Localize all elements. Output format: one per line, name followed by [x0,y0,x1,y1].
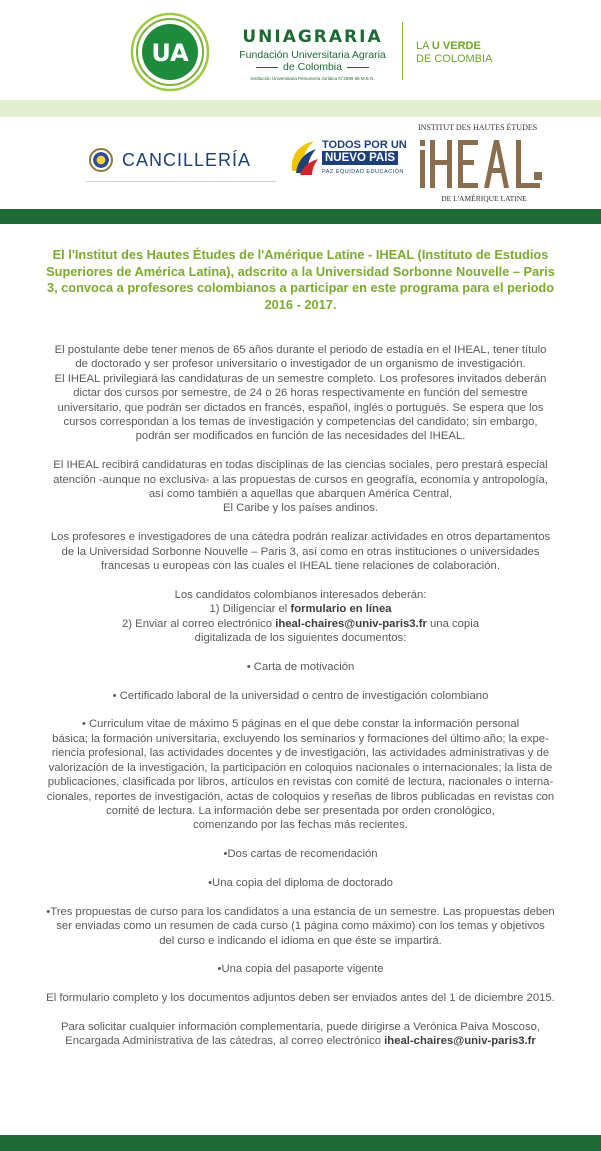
partner-logos [0,117,601,209]
form-link[interactable]: formulario en línea [290,603,392,616]
brand-block [230,27,395,81]
tpnp-line3: PAZ EQUIDAD EDUCACIÓN [322,169,404,175]
slogan [416,40,492,66]
todos-por-un-nuevo-pais-logo [288,133,407,189]
iheal-top-text: INSTITUT DES HAUTES ÉTUDES [418,123,538,132]
light-green-band [0,100,601,117]
intro-heading: El l'Institut des Hautes Études de l'Amérique Latine - IHEAL (Instituto de Estudios Superiores de América Latina), adscrito a la Universidad Sorbonne Nouvelle – Paris 3, convoca a profesores colombianos a participar en este programa para el periodo 2016 - 2017. [46,247,555,312]
instruction-step-1 [20,602,581,616]
brand-subtitle [230,49,395,73]
cancilleria-logo [86,145,276,183]
header [0,0,601,100]
tpnp-line1: TODOS POR UN [322,139,407,151]
step2-text: 2) Enviar al correo electrónico [122,617,276,630]
cancilleria-underline [86,181,276,182]
iheal-letters-icon [418,136,550,191]
doc-diploma: •Una copia del diploma de doctorado [208,876,393,889]
doc-curriculum: • Curriculum vitae de máximo 5 páginas en el que debe constar la información personal básica; la formación universitaria, excluyendo los seminarios y formaciones del último año; la expe- riencia profesional, las actividades docentes y de investigación, las actividades administrativas y de valorización de la investigación, la participación en coloquios nacionales o internacionales; la lista de publicaciones, clasificada por libros, artículos en revistas con comité de lectura, nacionales o interna- cionales, reportes de investigación, actas de coloquios y reseñas de libros publicadas en revistas con comité de lectura. La información debe ser presentada por orden cronológico, comenzando por las fechas más recientes. [46,718,555,832]
iheal-bottom-text: DE L'AMÉRIQUE LATINE [441,194,527,203]
deadline-text: El formulario completo y los documentos adjuntos deben ser enviados antes del 1 de diciembre 2015. [46,992,555,1005]
uniagraria-logo-icon [130,12,210,92]
cancilleria-text: CANCILLERÍA [122,150,252,170]
brand-legal: Institución Universitaria Personería Jurídica N°2599 86 M.E.N. [250,76,375,81]
doc-recommendation-letters: •Dos cartas de recomendación [223,848,378,861]
doc-course-proposals: •Tres propuestas de curso para los candidatos a una estancia de un semestre. Las propuestas deben ser enviadas como un resumen de cada curso (1 página como máximo) con los temas y objetivos del curso e indicando el idioma en que éste se impartirá. [46,905,555,947]
dark-green-band-top [0,209,601,224]
paragraph-disciplines: El IHEAL recibirá candidaturas en todas disciplinas de las ciencias sociales, pero prestará especial atención -aunque no exclusiva- a las propuestas de cursos en geografía, economía y antropología, así como también a aquellas que abarquen América Central, El Caribe y los países andinos. [53,459,548,515]
contact-line1: Para solicitar cualquier información complementaria, puede dirigirse a Verónica Paiva Moscoso, [60,1020,541,1033]
step2-suffix: una copia [426,617,479,630]
paragraph-requirements: El postulante debe tener menos de 65 años durante el periodo de estadía en el IHEAL, tener título de doctorado y ser profesor universitario o investigador de un organismo de investigación. El IHEAL privilegiará las candidaturas de un semestre completo. Los profesores invitados deberán dictar dos cursos por semestre, de 24 o 26 horas respectivamente en función del semestre universitario, que podrán ser dictados en francés, español, inglés o portugués. Se espera que los cursos correspondan a los temas de investigación y competencias del candidato; sin embargo, podrán ser modificados en función de las necesidades del IHEAL. [54,344,547,443]
paragraph-activities: Los profesores e investigadores de una cátedra podrán realizar actividades en otros departamentos de la Universidad Sorbonne Nouvelle – Paris 3, así como en otras instituciones o universidades francesas u europeas con las cuales el IHEAL tiene relaciones de colaboración. [50,531,551,573]
dark-green-band-bottom [0,1135,601,1151]
instruction-docs: digitalizada de los siguientes documentos: [194,632,407,645]
slogan-prefix: LA [416,40,432,52]
contact-prefix: Encargada Administrativa de las cátedras, al correo electrónico [65,1035,385,1048]
email-link[interactable]: iheal-chaires@univ-paris3.fr [275,617,427,630]
body-text [20,343,581,1049]
slogan-bold: U VERDE [431,40,481,52]
doc-passport: •Una copia del pasaporte vigente [217,963,384,976]
tpnp-flag-icon [288,137,320,177]
instructions-intro: Los candidatos colombianos interesados deberán: [174,588,427,601]
main-content [0,224,601,1135]
logo-initials: UA [151,39,189,67]
brand-line1: Fundación Universitaria Agraria [239,49,386,61]
iheal-logo [418,121,550,207]
slogan-line2: DE COLOMBIA [416,53,493,65]
doc-work-certificate: • Certificado laboral de la universidad o centro de investigación colombiano [112,689,489,702]
header-divider [402,22,403,80]
tpnp-line2: NUEVO PAÍS [322,151,398,165]
contact-email-link[interactable]: iheal-chaires@univ-paris3.fr [384,1035,536,1048]
brand-line2: de Colombia [283,61,342,73]
brand-name: UNIAGRARIA [242,27,383,47]
contact-line2 [20,1034,581,1048]
instruction-step-2 [20,617,581,631]
doc-motivation-letter: • Carta de motivación [246,660,355,673]
step1-text: 1) Diligenciar el [209,603,291,616]
colombia-seal-icon [89,148,113,172]
